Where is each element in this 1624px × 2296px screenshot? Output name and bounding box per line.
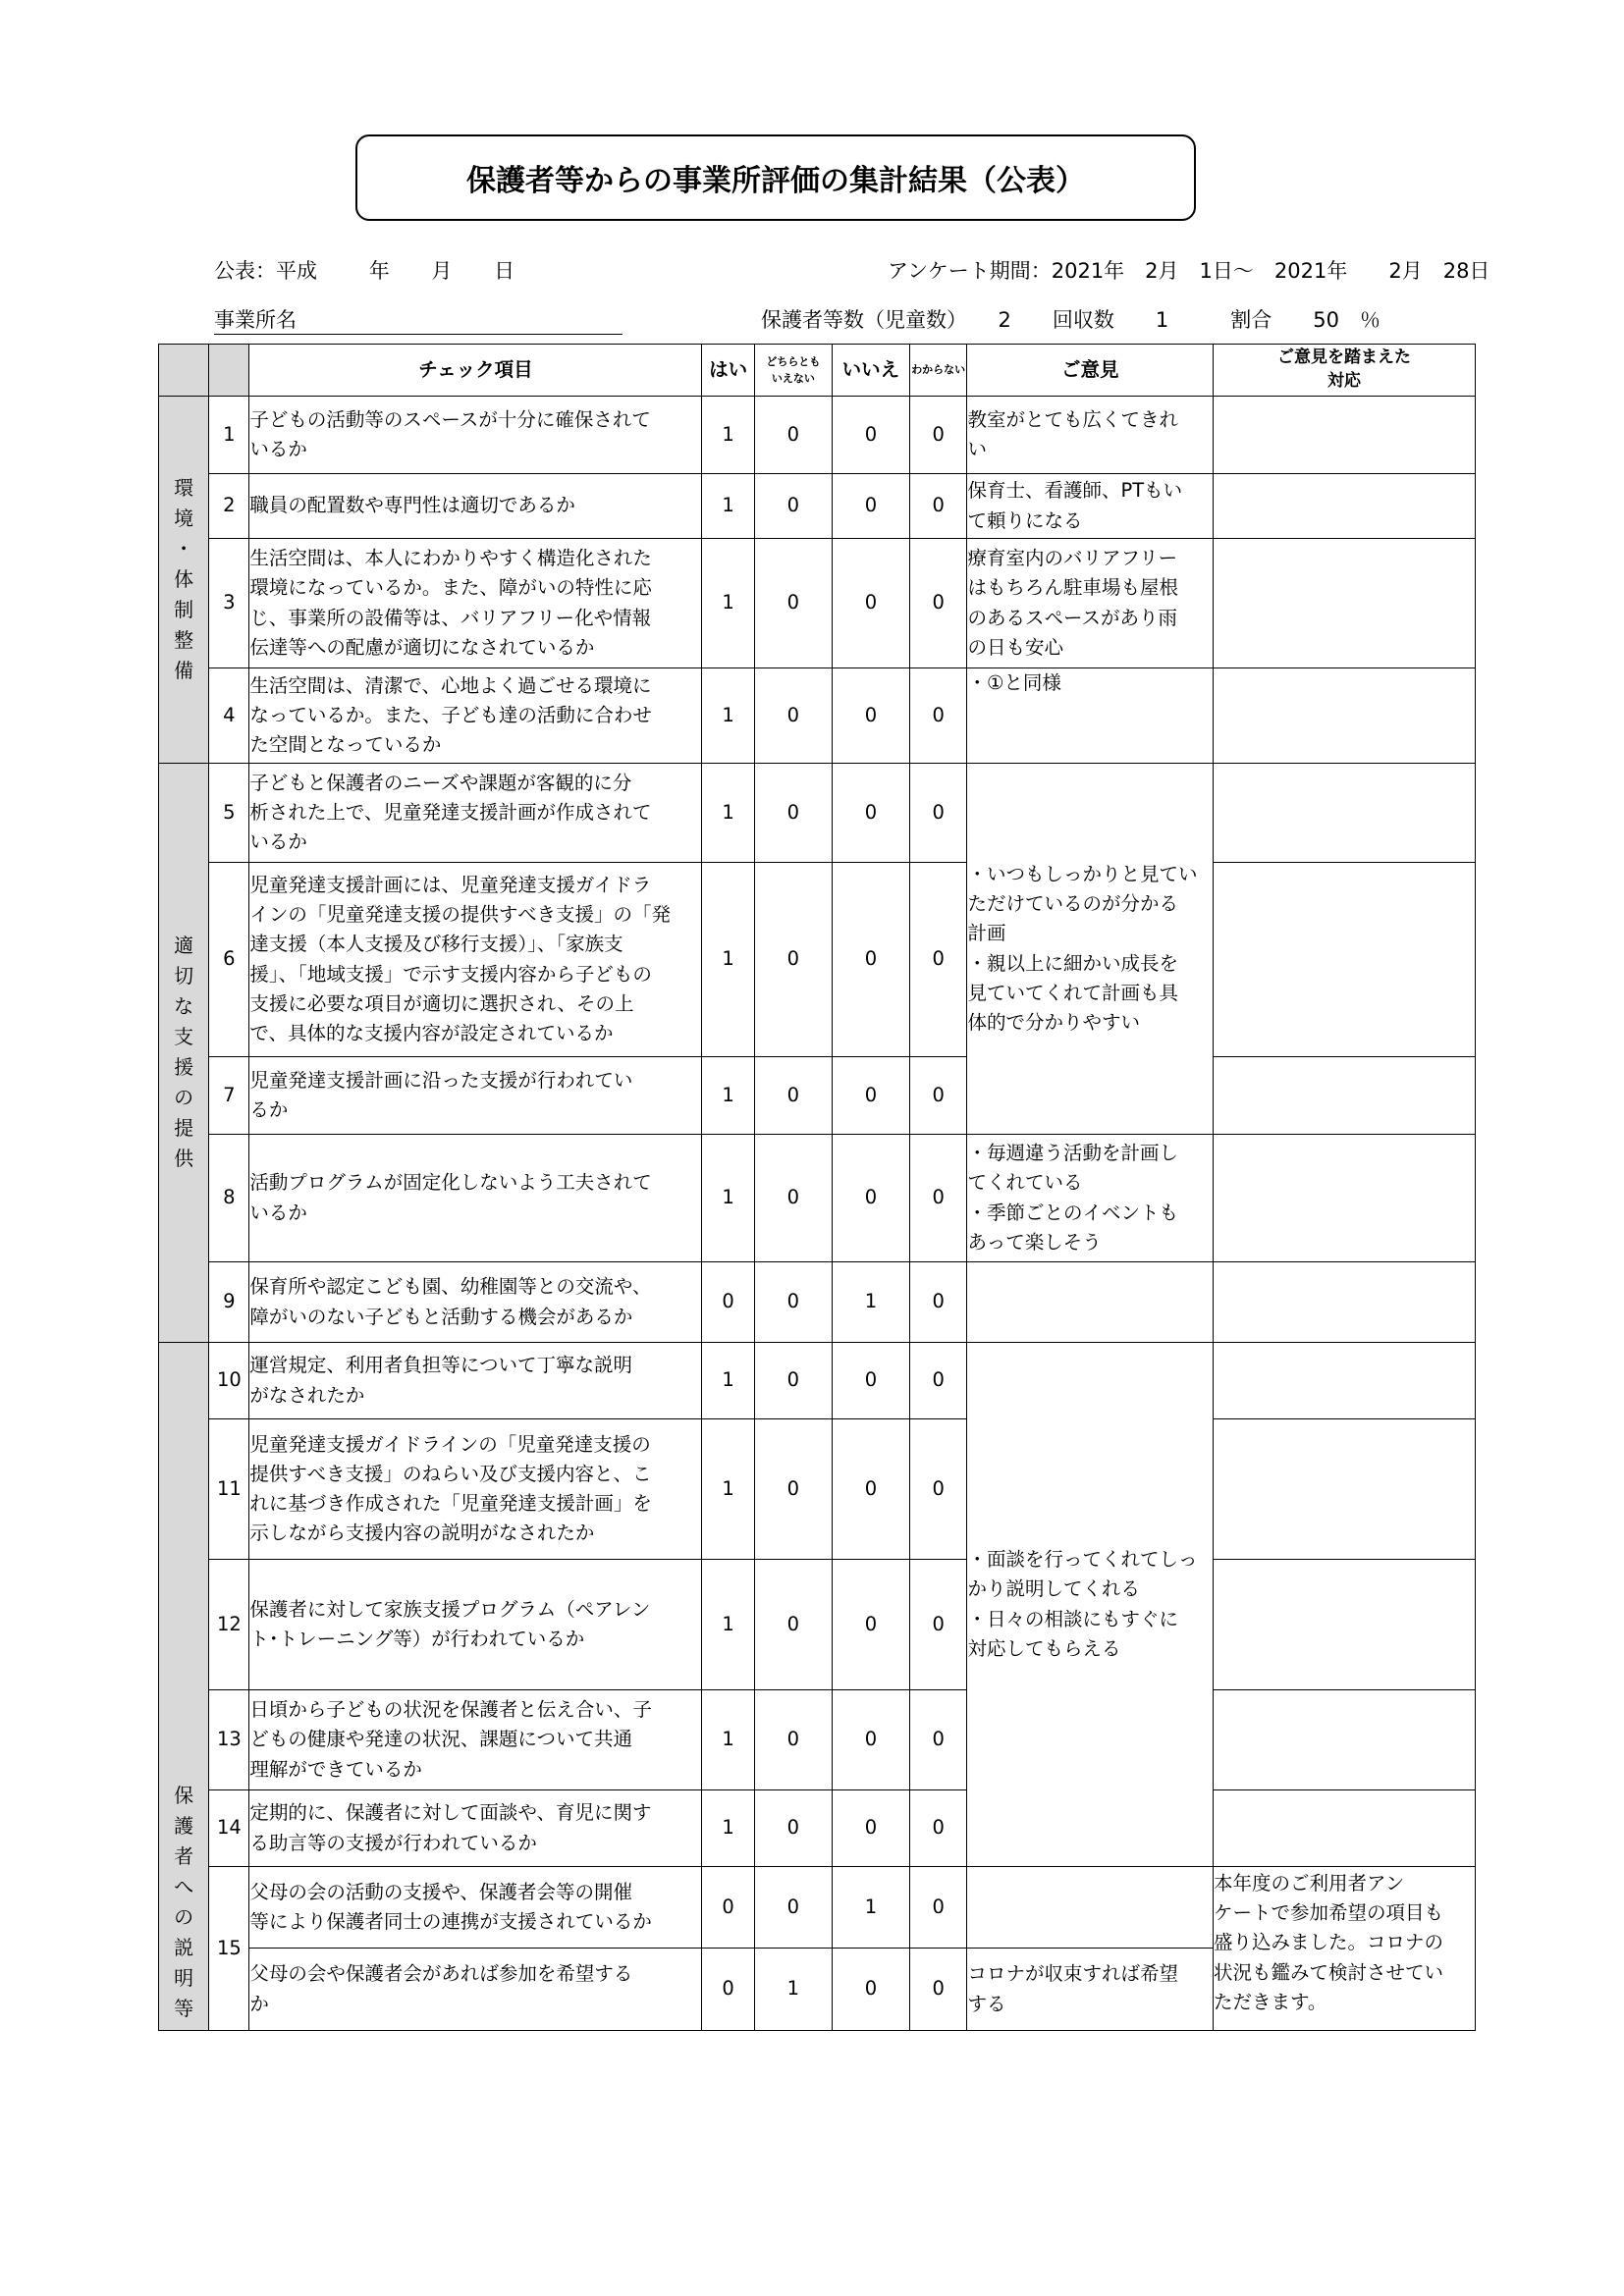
count-no: 0 <box>832 1343 909 1419</box>
check-item-line: 保護者に対して家族支援プログラム（ペアレン <box>249 1597 651 1621</box>
count-neither: 0 <box>754 1419 832 1560</box>
row-number: 13 <box>209 1690 249 1790</box>
response-cell <box>1213 1419 1475 1560</box>
count-neither: 0 <box>754 1690 832 1790</box>
text-line: 教室がとても広くてきれ <box>967 407 1178 431</box>
count-no: 0 <box>832 397 909 474</box>
text-line: 本年度のご利用者アン <box>1213 1872 1405 1895</box>
count-neither: 0 <box>754 1790 832 1867</box>
count-unknown: 0 <box>909 1867 967 1949</box>
check-item-line: なっているか。また、子ども達の活動に合わせ <box>249 703 652 726</box>
count-yes: 1 <box>702 539 754 668</box>
response-cell <box>1213 764 1475 863</box>
check-item <box>249 1867 702 1949</box>
count-unknown: 0 <box>909 1690 967 1790</box>
check-item-line: るか <box>249 1098 289 1121</box>
response-cell <box>1213 1867 1475 2031</box>
check-item <box>249 1419 702 1560</box>
row-number: 3 <box>209 539 249 668</box>
row-number: 1 <box>209 397 249 474</box>
count-yes: 1 <box>702 397 754 474</box>
opinion-cell <box>967 764 1214 1135</box>
check-item <box>249 668 702 764</box>
check-item-line: 職員の配置数や専門性は適切であるか <box>249 494 575 517</box>
category-char: 境 <box>174 506 194 530</box>
header-category <box>159 345 209 397</box>
table-row <box>159 764 1476 863</box>
opinion-cell <box>967 1867 1214 1949</box>
count-neither: 0 <box>754 1135 832 1262</box>
category-char: 護 <box>174 1813 194 1838</box>
check-item-line: じ、事業所の設備等は、バリアフリー化や情報 <box>249 606 652 629</box>
count-unknown: 0 <box>909 397 967 474</box>
response-cell <box>1213 1135 1475 1262</box>
count-yes: 1 <box>702 1419 754 1560</box>
category-char: 制 <box>174 597 194 621</box>
count-no: 0 <box>832 1690 909 1790</box>
opinion-cell <box>967 1343 1214 1867</box>
opinion-cell <box>967 397 1214 474</box>
category-char: の <box>174 1904 194 1929</box>
row-number: 2 <box>209 474 249 539</box>
count-neither: 0 <box>754 1057 832 1135</box>
category-char: 適 <box>174 934 194 958</box>
text-line: 盛り込みました。コロナの <box>1213 1931 1443 1954</box>
check-item <box>249 1057 702 1135</box>
header-response: ご意見を踏まえた 対応 <box>1213 345 1475 397</box>
count-yes: 0 <box>702 1949 754 2031</box>
count-yes: 1 <box>702 863 754 1057</box>
check-item-line: れに基づき作成された「児童発達支援計画」を <box>249 1492 652 1515</box>
text-line: ・①と同様 <box>967 671 1061 694</box>
category-guardian <box>159 1343 209 2031</box>
check-item-line: 障がいのない子どもと活動する機会があるか <box>249 1305 633 1328</box>
check-item <box>249 1135 702 1262</box>
text-line: ・日々の相談にもすぐに <box>967 1607 1178 1630</box>
table-row <box>159 1419 1476 1560</box>
response-cell <box>1213 1057 1475 1135</box>
category-char: 備 <box>174 658 194 682</box>
check-item-line: 示しながら支援内容の説明がなされたか <box>249 1522 595 1545</box>
count-neither: 0 <box>754 1560 832 1690</box>
publish-year: 年 <box>368 259 390 283</box>
category-char: 者 <box>174 1843 194 1868</box>
category-char: 環 <box>174 475 194 500</box>
row-number: 11 <box>209 1419 249 1560</box>
count-no: 0 <box>832 764 909 863</box>
text-line: 保育士、看護師、PTもい <box>967 479 1183 503</box>
table-row <box>159 1560 1476 1690</box>
count-neither: 0 <box>754 1343 832 1419</box>
response-cell <box>1213 668 1475 764</box>
count-yes: 1 <box>702 1560 754 1690</box>
category-char: な <box>174 994 194 1019</box>
header-yes: はい <box>702 345 754 397</box>
check-item-line: いるか <box>249 438 307 460</box>
row-number: 8 <box>209 1135 249 1262</box>
check-item-line: る助言等の支援が行われているか <box>249 1831 537 1854</box>
text-line: ケートで参加希望の項目も <box>1213 1901 1443 1925</box>
text-line: ただきます。 <box>1213 1990 1327 2013</box>
response-cell <box>1213 1560 1475 1690</box>
count-unknown: 0 <box>909 1949 967 2031</box>
header-no: いいえ <box>832 345 909 397</box>
check-item-line: 児童発達支援計画には、児童発達支援ガイドラ <box>249 873 652 896</box>
category-char: 等 <box>174 1996 194 2020</box>
text-line: ただけているのが分かる <box>967 892 1178 916</box>
check-item-line: 児童発達支援計画に沿った支援が行われてい <box>249 1068 633 1092</box>
check-item-line: 父母の会の活動の支援や、保護者会等の開催 <box>249 1880 633 1903</box>
count-no: 0 <box>832 1057 909 1135</box>
office-name: 事業所名 <box>214 304 623 335</box>
check-item <box>249 1343 702 1419</box>
category-char: 保 <box>174 1783 194 1807</box>
check-item-line: がなされたか <box>249 1383 365 1407</box>
count-neither: 1 <box>754 1949 832 2031</box>
header-neither: どちらとも いえない <box>754 345 832 397</box>
count-unknown: 0 <box>909 1262 967 1343</box>
category-char: 切 <box>174 964 194 988</box>
count-yes: 1 <box>702 1790 754 1867</box>
count-unknown: 0 <box>909 1560 967 1690</box>
header-opinion: ご意見 <box>967 345 1214 397</box>
check-item <box>249 1949 702 2031</box>
text-line: 計画 <box>967 922 1006 945</box>
category-char: 説 <box>174 1935 194 1959</box>
check-item-line: 児童発達支援ガイドラインの「児童発達支援の <box>249 1432 651 1456</box>
count-unknown: 0 <box>909 1419 967 1560</box>
count-yes: 0 <box>702 1867 754 1949</box>
category-char: ・ <box>174 536 194 561</box>
text-line: の日も安心 <box>967 635 1063 659</box>
check-item-line: いるか <box>249 830 307 854</box>
text-line: はもちろん駐車場も屋根 <box>967 576 1178 600</box>
count-no: 0 <box>832 1135 909 1262</box>
text-line: 状況も鑑みて検討させてい <box>1213 1960 1443 1984</box>
category-char: 体 <box>174 566 194 591</box>
text-line: ・いつもしっかりと見てい <box>967 862 1198 885</box>
check-item <box>249 1790 702 1867</box>
evaluation-table <box>158 344 1476 2031</box>
response-cell <box>1213 474 1475 539</box>
opinion-cell <box>967 539 1214 668</box>
check-item-line: 達支援（本人支援及び移行支援）」、「家族支 <box>249 933 623 956</box>
table-row <box>159 1690 1476 1790</box>
check-item-line: 運営規定、利用者負担等について丁寧な説明 <box>249 1354 633 1377</box>
check-item <box>249 863 702 1057</box>
table-row <box>159 397 1476 474</box>
response-cell <box>1213 1690 1475 1790</box>
respondent-summary: 保護者等数（児童数） 2 回収数 1 割合 50 ％ <box>761 308 1380 332</box>
text-line: のあるスペースがあり雨 <box>967 606 1177 629</box>
count-no: 1 <box>832 1867 909 1949</box>
opinion-cell <box>967 474 1214 539</box>
table-row <box>159 863 1476 1057</box>
check-item-line: 父母の会や保護者会があれば参加を希望する <box>249 1962 633 1986</box>
check-item-line: 等により保護者同士の連携が支援されているか <box>249 1910 652 1933</box>
count-unknown: 0 <box>909 1790 967 1867</box>
count-yes: 1 <box>702 764 754 863</box>
publish-day: 日 <box>494 259 515 283</box>
category-char: 援 <box>174 1055 194 1080</box>
text-line: する <box>967 1992 1006 2015</box>
text-line: 対応してもらえる <box>967 1636 1121 1660</box>
category-support <box>159 764 209 1343</box>
count-no: 0 <box>832 863 909 1057</box>
table-row <box>159 1057 1476 1135</box>
response-cell <box>1213 1262 1475 1343</box>
text-line: 療育室内のバリアフリー <box>967 547 1178 570</box>
check-item <box>249 764 702 863</box>
response-cell <box>1213 1343 1475 1419</box>
count-neither: 0 <box>754 474 832 539</box>
count-yes: 1 <box>702 668 754 764</box>
check-item-line: で、具体的な支援内容が設定されているか <box>249 1021 614 1044</box>
table-row <box>159 539 1476 668</box>
check-item <box>249 1262 702 1343</box>
check-item-line: 提供すべき支援」のねらい及び支援内容と、こ <box>249 1462 652 1485</box>
count-neither: 0 <box>754 863 832 1057</box>
response-cell <box>1213 863 1475 1057</box>
count-no: 0 <box>832 668 909 764</box>
count-yes: 1 <box>702 1057 754 1135</box>
check-item-line: 子どもの活動等のスペースが十分に確保されて <box>249 407 651 431</box>
count-unknown: 0 <box>909 539 967 668</box>
count-unknown: 0 <box>909 764 967 863</box>
check-item-line: 生活空間は、清潔で、心地よく過ごせる環境に <box>249 673 652 697</box>
check-item-line: 活動プログラムが固定化しないよう工夫されて <box>249 1171 652 1195</box>
row-number: 15 <box>209 1867 249 2031</box>
text-line: ・面談を行ってくれてしっ <box>967 1548 1198 1572</box>
count-no: 0 <box>832 1790 909 1867</box>
count-yes: 1 <box>702 1690 754 1790</box>
row-number: 7 <box>209 1057 249 1135</box>
table-row <box>159 668 1476 764</box>
response-cell <box>1213 539 1475 668</box>
check-item-line: 定期的に、保護者に対して面談や、育児に関す <box>249 1801 652 1825</box>
check-item-line: 析された上で、児童発達支援計画が作成されて <box>249 800 652 824</box>
check-item-line: 支援に必要な項目が適切に選択され、その上 <box>249 991 634 1015</box>
check-item-line: か <box>249 1992 269 2015</box>
row-number: 14 <box>209 1790 249 1867</box>
text-line: かり説明してくれる <box>967 1577 1140 1601</box>
text-line: コロナが収束すれば希望 <box>967 1962 1178 1986</box>
check-item <box>249 1690 702 1790</box>
publish-date <box>214 255 514 285</box>
count-neither: 0 <box>754 1262 832 1343</box>
count-no: 0 <box>832 1419 909 1560</box>
check-item-line: 理解ができているか <box>249 1757 422 1781</box>
count-yes: 1 <box>702 1343 754 1419</box>
opinion-cell <box>967 668 1214 764</box>
check-item <box>249 474 702 539</box>
count-no: 0 <box>832 1949 909 2031</box>
table-row <box>159 1262 1476 1343</box>
response-cell <box>1213 1790 1475 1867</box>
check-item-line: ト･トレーニング等）が行われているか <box>249 1628 585 1650</box>
category-char: の <box>174 1086 194 1110</box>
check-item <box>249 397 702 474</box>
count-unknown: 0 <box>909 1343 967 1419</box>
text-line: ・季節ごとのイベントも <box>967 1201 1178 1224</box>
opinion-cell <box>967 1135 1214 1262</box>
count-no: 0 <box>832 539 909 668</box>
table-row <box>159 1867 1476 1949</box>
table-row <box>159 1343 1476 1419</box>
category-char: 提 <box>174 1116 194 1141</box>
count-unknown: 0 <box>909 1135 967 1262</box>
text-line: てくれている <box>967 1171 1083 1195</box>
table-row <box>159 1135 1476 1262</box>
text-line: て頼りになる <box>967 508 1083 532</box>
header-unknown: わからない <box>909 345 967 397</box>
row-number: 5 <box>209 764 249 863</box>
text-line: 見ていてくれて計画も具 <box>967 981 1178 1004</box>
category-char: 明 <box>174 1965 194 1990</box>
check-item-line: インの「児童発達支援の提供すべき支援」の「発 <box>249 903 672 927</box>
text-line: あって楽しそう <box>967 1230 1102 1254</box>
row-number: 9 <box>209 1262 249 1343</box>
count-neither: 0 <box>754 397 832 474</box>
count-yes: 0 <box>702 1262 754 1343</box>
check-item <box>249 1560 702 1690</box>
category-char: 供 <box>174 1147 194 1171</box>
row-number: 4 <box>209 668 249 764</box>
publish-label: 公表：平成 <box>214 259 317 283</box>
publish-month: 月 <box>431 259 453 283</box>
check-item-line: た空間となっているか <box>249 733 442 757</box>
survey-period: アンケート期間：2021年 2月 1日～ 2021年 2月 28日 <box>888 259 1490 283</box>
text-line: い <box>967 438 987 460</box>
header-check-item: チェック項目 <box>249 345 702 397</box>
text-line: 体的で分かりやすい <box>967 1010 1140 1034</box>
check-item-line: どもの健康や発達の状況、課題について共通 <box>249 1728 633 1751</box>
check-item-line: 日頃から子どもの状況を保護者と伝え合い、子 <box>249 1698 652 1722</box>
count-no: 0 <box>832 1560 909 1690</box>
check-item-line: 保育所や認定こども園、幼稚園等との交流や、 <box>249 1275 652 1299</box>
check-item-line: 援」、「地域支援」で示す支援内容から子どもの <box>249 962 652 986</box>
category-char: 支 <box>174 1025 194 1049</box>
count-unknown: 0 <box>909 474 967 539</box>
count-no: 0 <box>832 474 909 539</box>
table-row <box>159 474 1476 539</box>
check-item <box>249 539 702 668</box>
page-title: 保護者等からの事業所評価の集計結果（公表） <box>355 134 1196 221</box>
text-line: ・毎週違う活動を計画し <box>967 1142 1178 1165</box>
count-neither: 0 <box>754 668 832 764</box>
count-unknown: 0 <box>909 863 967 1057</box>
count-neither: 0 <box>754 539 832 668</box>
opinion-cell <box>967 1262 1214 1343</box>
count-neither: 0 <box>754 764 832 863</box>
count-yes: 1 <box>702 474 754 539</box>
text-line: ・親以上に細かい成長を <box>967 951 1178 975</box>
category-char: へ <box>174 1874 194 1898</box>
category-environment <box>159 397 209 764</box>
check-item-line: いるか <box>249 1201 307 1224</box>
count-no: 1 <box>832 1262 909 1343</box>
table-row <box>159 1790 1476 1867</box>
count-unknown: 0 <box>909 668 967 764</box>
response-cell <box>1213 397 1475 474</box>
header-row <box>159 345 1476 397</box>
check-item-line: 生活空間は、本人にわかりやすく構造化された <box>249 547 652 570</box>
count-neither: 0 <box>754 1867 832 1949</box>
check-item-line: 環境になっているか。また、障がいの特性に応 <box>249 576 652 600</box>
opinion-cell <box>967 1949 1214 2031</box>
check-item-line: 子どもと保護者のニーズや課題が客観的に分 <box>249 771 632 794</box>
row-number: 10 <box>209 1343 249 1419</box>
count-unknown: 0 <box>909 1057 967 1135</box>
row-number: 6 <box>209 863 249 1057</box>
row-number: 12 <box>209 1560 249 1690</box>
check-item-line: 伝達等への配慮が適切になされているか <box>249 635 595 659</box>
header-number <box>209 345 249 397</box>
category-char: 整 <box>174 627 194 652</box>
count-yes: 1 <box>702 1135 754 1262</box>
